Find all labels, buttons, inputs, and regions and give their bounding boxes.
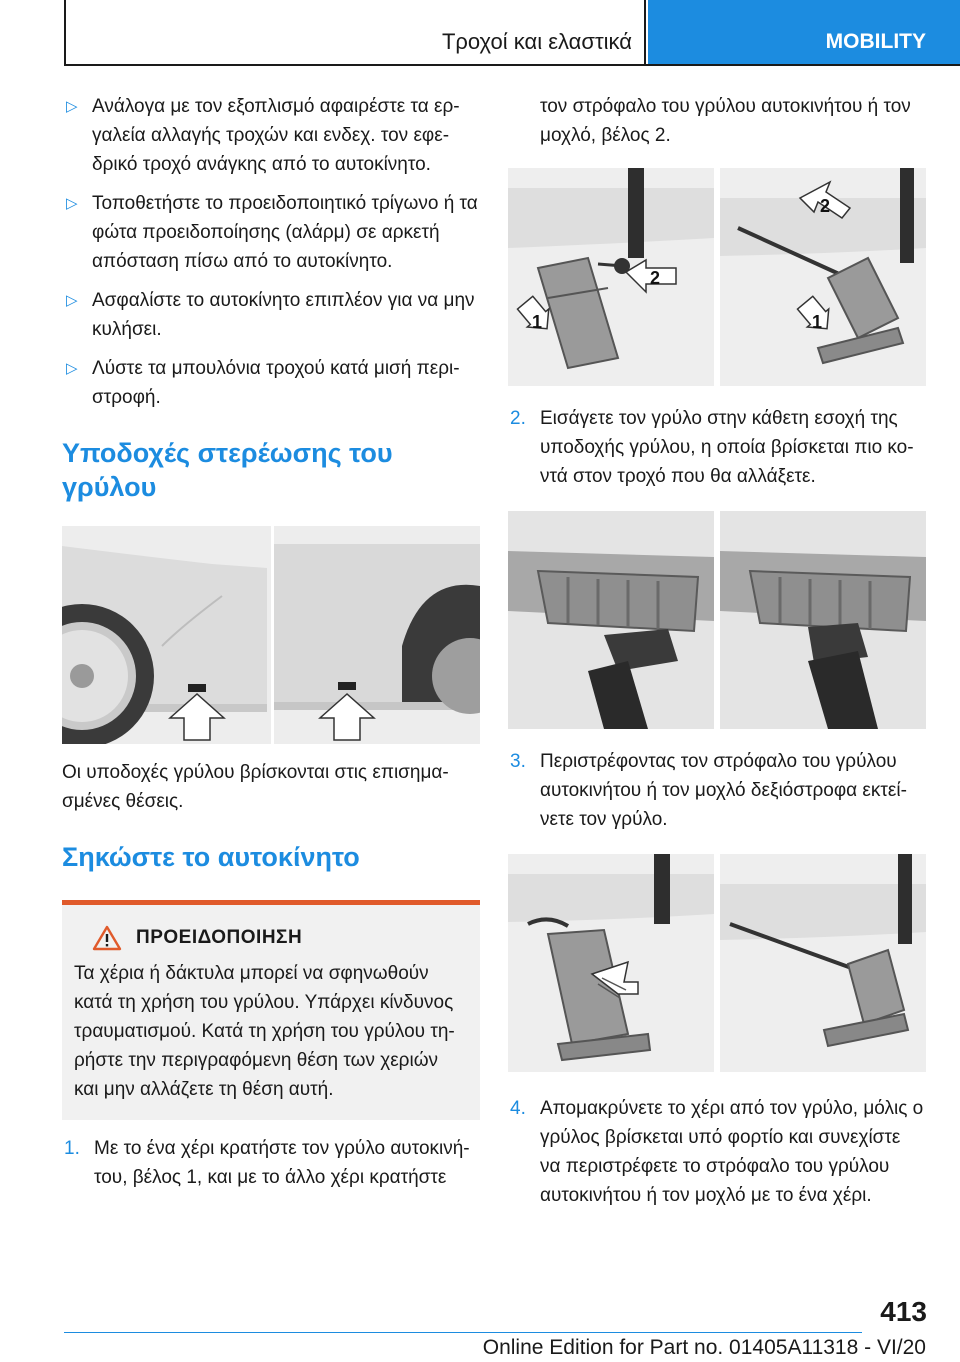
jack-extend-figure (508, 854, 926, 1072)
list-item-text: Ασφαλίστε το αυτοκίνητο επιπλέον για να μην κυλήσει. (92, 290, 475, 340)
jack-points-figure (62, 526, 480, 744)
callout-2: 2 (650, 268, 661, 288)
jack-points-caption: Οι υποδοχές γρύλου βρίσκονται στις επισημα-σμένες θέσεις. (62, 762, 449, 812)
jack-insert-figure (508, 511, 926, 729)
list-item (62, 286, 480, 344)
step-number: 1. (64, 1138, 80, 1159)
triangle-bullet-icon: ▷ (66, 360, 78, 377)
warning-triangle-icon (92, 925, 122, 951)
step-text: Περιστρέφοντας τον στρόφαλο του γρύλου αυτοκινήτου ή τον μοχλό δεξιόστροφα εκτεί-νετε τον γρύλο. (540, 751, 907, 830)
warning-title: ΠΡΟΕΙΔΟΠΟΙΗΣΗ (136, 927, 303, 948)
footer-edition-text: Online Edition for Part no. 01405A11318 - VI/20 (482, 1336, 926, 1359)
warning-box (62, 900, 480, 1120)
list-item-text: Τοποθετήστε το προειδοποιητικό τρίγωνο ή τα φώτα προειδοποίησης (αλάρμ) σε αρκετή απόσταση πίσω από το αυτοκίνητο. (92, 193, 478, 272)
step-number: 4. (510, 1098, 526, 1119)
triangle-bullet-icon: ▷ (66, 98, 78, 115)
step-text: Εισάγετε τον γρύλο στην κάθετη εσοχή της υποδοχής γρύλου, η οποία βρίσκεται πιο κο-ντά στον τροχό που θα αλλάξετε. (540, 408, 914, 487)
list-item (62, 189, 480, 276)
list-item (508, 1094, 926, 1210)
list-item (508, 747, 926, 834)
triangle-bullet-icon: ▷ (66, 195, 78, 212)
preparation-list (62, 92, 480, 412)
warning-title-row (74, 925, 466, 951)
steps-list-right-2 (508, 747, 926, 834)
header-chapter-tab: MOBILITY (648, 0, 960, 64)
step-text: Απομακρύνετε το χέρι από τον γρύλο, μόλις ο γρύλος βρίσκεται υπό φορτίο και συνεχίστε να περιστρέφετε το στρόφαλο του γρύλου αυτοκινήτου ή τον μοχλό με το ένα χέρι. (540, 1098, 924, 1206)
right-column (508, 92, 926, 1210)
jack-hold-figure (508, 168, 926, 386)
steps-list-right-3 (508, 1094, 926, 1210)
step-number: 2. (510, 408, 526, 429)
steps-list-right (508, 404, 926, 491)
footer-rule (64, 1332, 862, 1333)
left-column (62, 92, 480, 1192)
callout-2-right: 2 (820, 196, 831, 216)
triangle-bullet-icon: ▷ (66, 292, 78, 309)
list-item (62, 1134, 480, 1192)
heading-jack-points: Υποδοχές στερέωσης του γρύλου (62, 438, 393, 502)
step1-continued-text: τον στρόφαλο του γρύλου αυτοκινήτου ή τον μοχλό, βέλος 2. (540, 96, 911, 146)
callout-1: 1 (532, 312, 543, 332)
page-number: 413 (880, 1296, 927, 1327)
step-text: Με το ένα χέρι κρατήστε τον γρύλο αυτοκινή-του, βέλος 1, και με το άλλο χέρι κρατήστε (94, 1138, 470, 1188)
list-item-text: Ανάλογα με τον εξοπλισμό αφαιρέστε τα ερ-γαλεία αλλαγής τροχών και ενδεχ. τον εφε-δρικό τροχό ανάγκης από το αυτοκίνητο. (92, 96, 460, 175)
list-item (62, 354, 480, 412)
callout-1-right: 1 (812, 312, 823, 332)
page-header (0, 0, 960, 66)
warning-text: Τα χέρια ή δάκτυλα μπορεί να σφηνωθούν κατά τη χρήση του γρύλου. Υπάρχει κίνδυνος τραυματισμού. Κατά τη χρήση του γρύλου τη-ρήστε την περιγραφόμενη θέση των χεριών και μην αλλάζετε τη θέση αυτή. (74, 963, 455, 1100)
heading-lift-vehicle: Σηκώστε το αυτοκίνητο (62, 842, 360, 872)
header-section-title: Τροχοί και ελαστικά (66, 0, 646, 64)
list-item (62, 92, 480, 179)
list-item-text: Λύστε τα μπουλόνια τροχού κατά μισή περι-στροφή. (92, 358, 460, 408)
header-rule (64, 64, 960, 66)
list-item (508, 404, 926, 491)
steps-list-left (62, 1134, 480, 1192)
step-number: 3. (510, 751, 526, 772)
